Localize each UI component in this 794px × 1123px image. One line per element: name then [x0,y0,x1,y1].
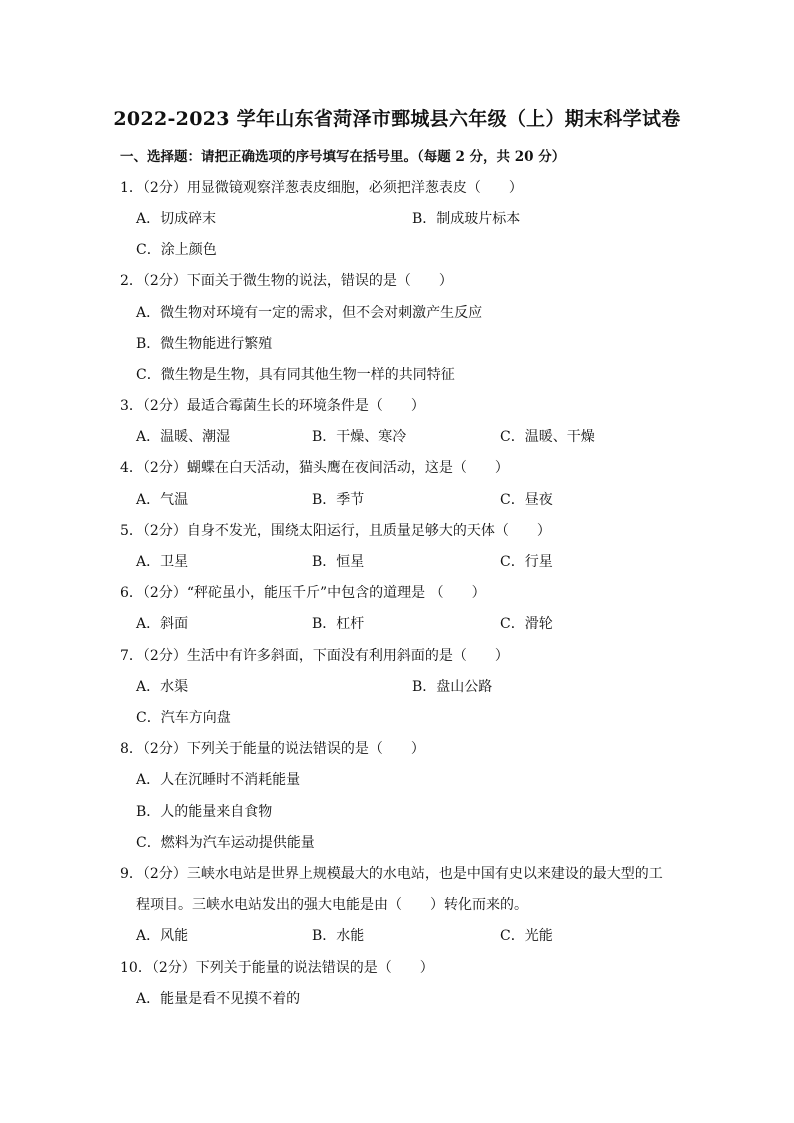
option-1a: A．切成碎末 [136,211,217,227]
question-10: 10．（2分）下列关于能量的说法错误的是（ ） [120,960,434,976]
option-1b: B．制成玻片标本 [412,211,521,227]
question-1: 1．（2分）用显微镜观察洋葱表皮细胞，必须把洋葱表皮（ ） [120,180,523,196]
option-9b: B．水能 [312,928,365,944]
option-1c: C．涂上颜色 [136,242,217,258]
option-6c: C．滑轮 [500,616,553,632]
option-3b: B．干燥、寒冷 [312,429,407,445]
option-4b: B．季节 [312,492,365,508]
option-6b: B．杠杆 [312,616,365,632]
option-7b: B．盘山公路 [412,679,493,695]
section-heading: 一、选择题：请把正确选项的序号填写在括号里。（每题 2 分，共 20 分） [120,149,566,165]
option-5b: B．恒星 [312,554,365,570]
option-9a: A．风能 [136,928,189,944]
option-5c: C．行星 [500,554,553,570]
option-7c: C．汽车方向盘 [136,710,231,726]
option-3a: A．温暖、潮湿 [136,429,231,445]
question-5: 5．（2分）自身不发光，围绕太阳运行，且质量足够大的天体（ ） [120,523,551,539]
exam-title: 2022-2023 学年山东省菏泽市鄄城县六年级（上）期末科学试卷 [113,108,681,130]
option-4a: A．气温 [136,492,189,508]
option-7a: A．水渠 [136,679,189,695]
option-2c: C．微生物是生物，具有同其他生物一样的共同特征 [136,367,455,383]
option-10a: A．能量是看不见摸不着的 [136,991,301,1007]
question-9-continued: 程项目。三峡水电站发出的强大电能是由（ ）转化而来的。 [136,897,528,913]
option-4c: C．昼夜 [500,492,553,508]
question-2: 2．（2分）下面关于微生物的说法，错误的是（ ） [120,273,453,289]
question-8: 8．（2分）下列关于能量的说法错误的是（ ） [120,741,425,757]
question-6: 6．（2分）“秤砣虽小，能压千斤”中包含的道理是 （ ） [120,585,486,601]
question-4: 4．（2分）蝴蝶在白天活动，猫头鹰在夜间活动，这是（ ） [120,460,509,476]
option-6a: A．斜面 [136,616,189,632]
option-8b: B．人的能量来自食物 [136,804,273,820]
option-8c: C．燃料为汽车运动提供能量 [136,835,315,851]
option-3c: C．温暖、干燥 [500,429,595,445]
question-7: 7．（2分）生活中有许多斜面，下面没有利用斜面的是（ ） [120,648,509,664]
option-5a: A．卫星 [136,554,189,570]
option-9c: C．光能 [500,928,553,944]
option-2b: B．微生物能进行繁殖 [136,336,273,352]
option-2a: A．微生物对环境有一定的需求，但不会对刺激产生反应 [136,305,483,321]
question-9: 9．（2分）三峡水电站是世界上规模最大的水电站，也是中国有史以来建设的最大型的工 [120,866,663,882]
option-8a: A．人在沉睡时不消耗能量 [136,772,301,788]
question-3: 3．（2分）最适合霉菌生长的环境条件是（ ） [120,398,425,414]
